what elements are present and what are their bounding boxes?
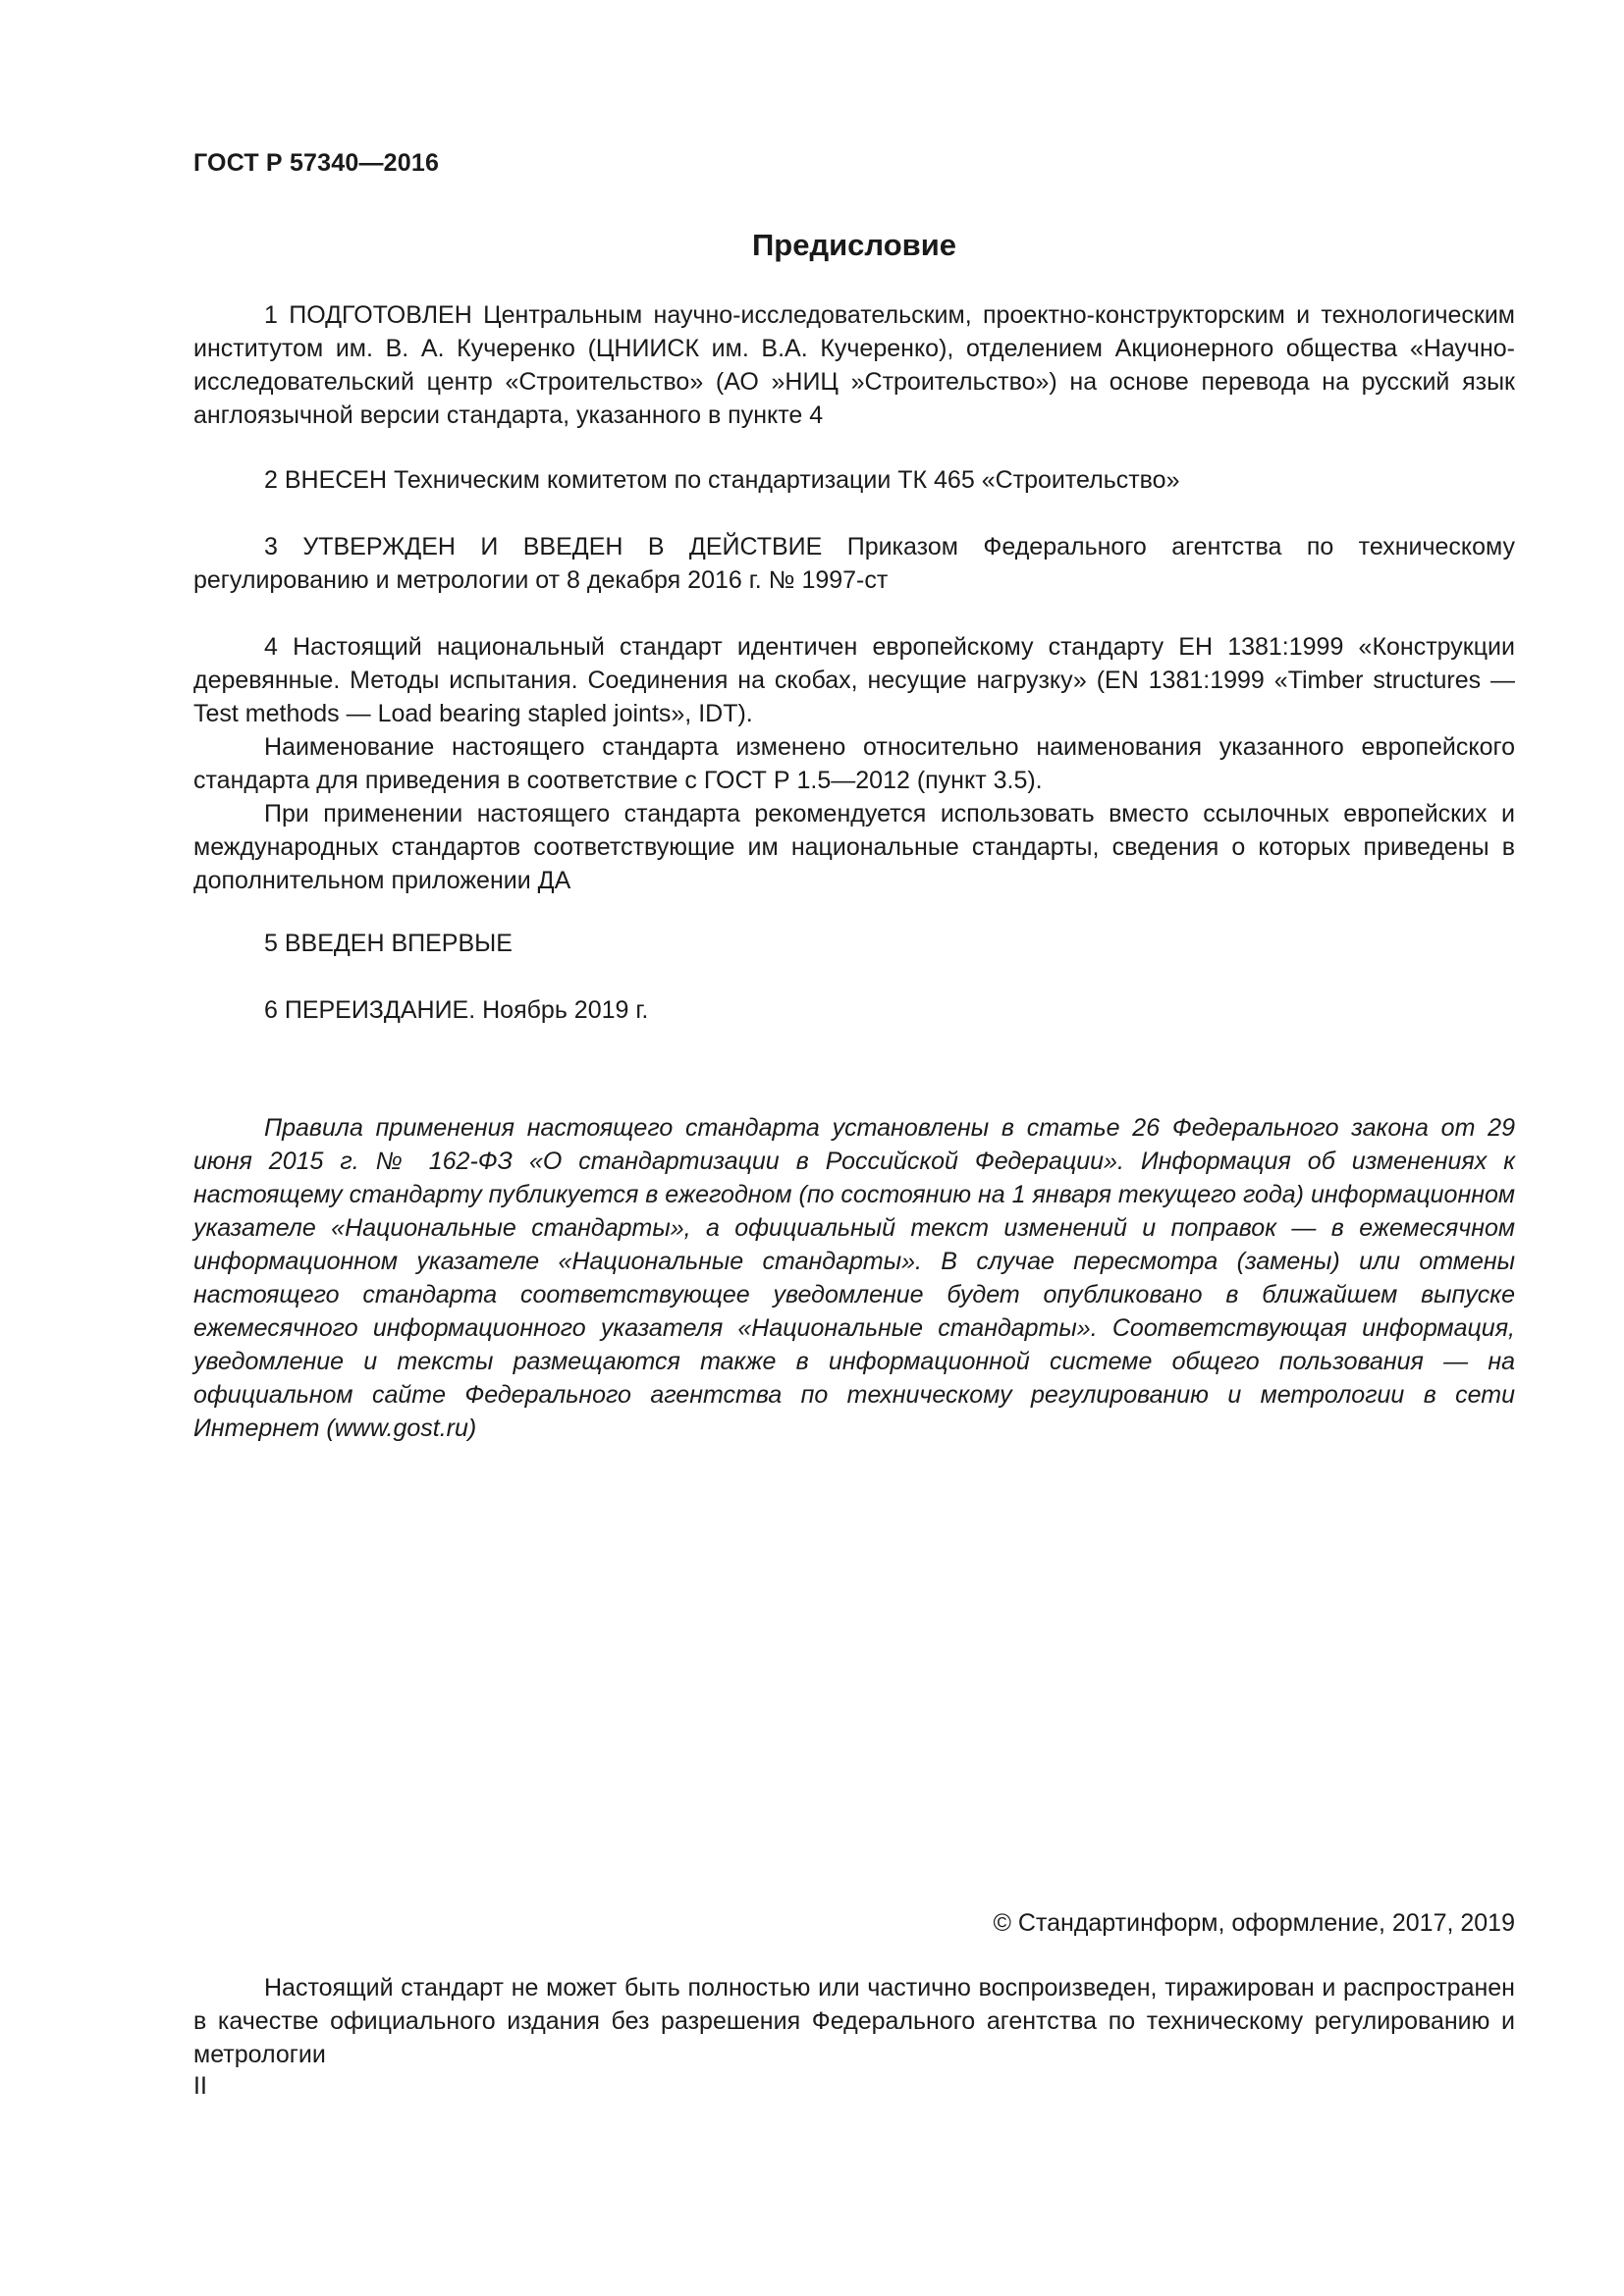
item-3-paragraph: 3 УТВЕРЖДЕН И ВВЕДЕН В ДЕЙСТВИЕ Приказом Федерального агентства по техническому регулированию и метрологии от 8 декабря 2016 г. № 1997-ст <box>193 533 1515 594</box>
item-1-block <box>193 298 1515 432</box>
reproduction-notice-text: Настоящий стандарт не может быть полностью или частично воспроизведен, тиражирован и распространен в качестве официального издания без разрешения Федерального агентства по техническому регулированию и метрологии <box>193 1974 1515 2068</box>
item-5-paragraph: 5 ВВЕДЕН ВПЕРВЫЕ <box>264 930 513 957</box>
page-title: Предисловие <box>751 228 956 262</box>
item-5-block <box>193 927 1515 960</box>
item-6-paragraph: 6 ПЕРЕИЗДАНИЕ. Ноябрь 2019 г. <box>264 996 649 1024</box>
item-4-paragraph: 4 Настоящий национальный стандарт идентичен европейскому стандарту ЕН 1381:1999 «Конструкции деревянные. Методы испытания. Соединения на скобах, несущие нагрузку» (EN 1381:1999 «Timber structures — Test methods — Load bearing stapled joints», IDT). <box>193 633 1515 727</box>
application-rules-note <box>193 1111 1515 1445</box>
item-4-block <box>193 630 1515 897</box>
item-2-block <box>193 463 1515 497</box>
item-6-block <box>193 993 1515 1027</box>
reproduction-notice <box>193 1971 1515 2071</box>
item-3-block <box>193 530 1515 597</box>
item-4-name-change-paragraph: Наименование настоящего стандарта изменено относительно наименования указанного европейского стандарта для приведения в соответствие с ГОСТ Р 1.5—2012 (пункт 3.5). <box>193 733 1515 794</box>
standard-code-header: ГОСТ Р 57340—2016 <box>193 149 440 177</box>
page-number: II <box>193 2072 207 2100</box>
application-rules-text: Правила применения настоящего стандарта установлены в статье 26 Федерального закона от 29 июня 2015 г. № 162-ФЗ «О стандартизации в Российской Федерации». Информация об изменениях к настоящему стандарту публикуется в ежегодном (по состоянию на 1 января текущего года) информационном указателе «Национальные стандарты», а официальный текст изменений и поправок — в ежемесячном информационном указателе «Национальные стандарты». В случае пересмотра (замены) или отмены настоящего стандарта соответствующее уведомление будет опубликовано в ближайшем выпуске ежемесячного информационного указателя «Национальные стандарты». Соответствующая информация, уведомление и тексты размещаются также в информационной системе общего пользования — на официальном сайте Федерального агентства по техническому регулированию и метрологии в сети Интернет (www.gost.ru) <box>193 1114 1516 1442</box>
copyright-line: © Стандартинформ, оформление, 2017, 2019 <box>993 1909 1515 1937</box>
item-2-paragraph: 2 ВНЕСЕН Техническим комитетом по стандартизации ТК 465 «Строительство» <box>264 466 1180 494</box>
item-1-paragraph: 1 ПОДГОТОВЛЕН Центральным научно-исследовательским, проектно-конструкторским и технологическим институтом им. В. А. Кучеренко (ЦНИИСК им. В.А. Кучеренко), отделением Акционерного общества «Научно-исследовательский центр «Строительство» (АО »НИЦ »Строительство») на основе перевода на русский язык англоязычной версии стандарта, указанного в пункте 4 <box>193 301 1515 429</box>
item-4-reference-paragraph: При применении настоящего стандарта рекомендуется использовать вместо ссылочных европейских и международных стандартов соответствующие им национальные стандарты, сведения о которых приведены в дополнительном приложении ДА <box>193 800 1515 894</box>
